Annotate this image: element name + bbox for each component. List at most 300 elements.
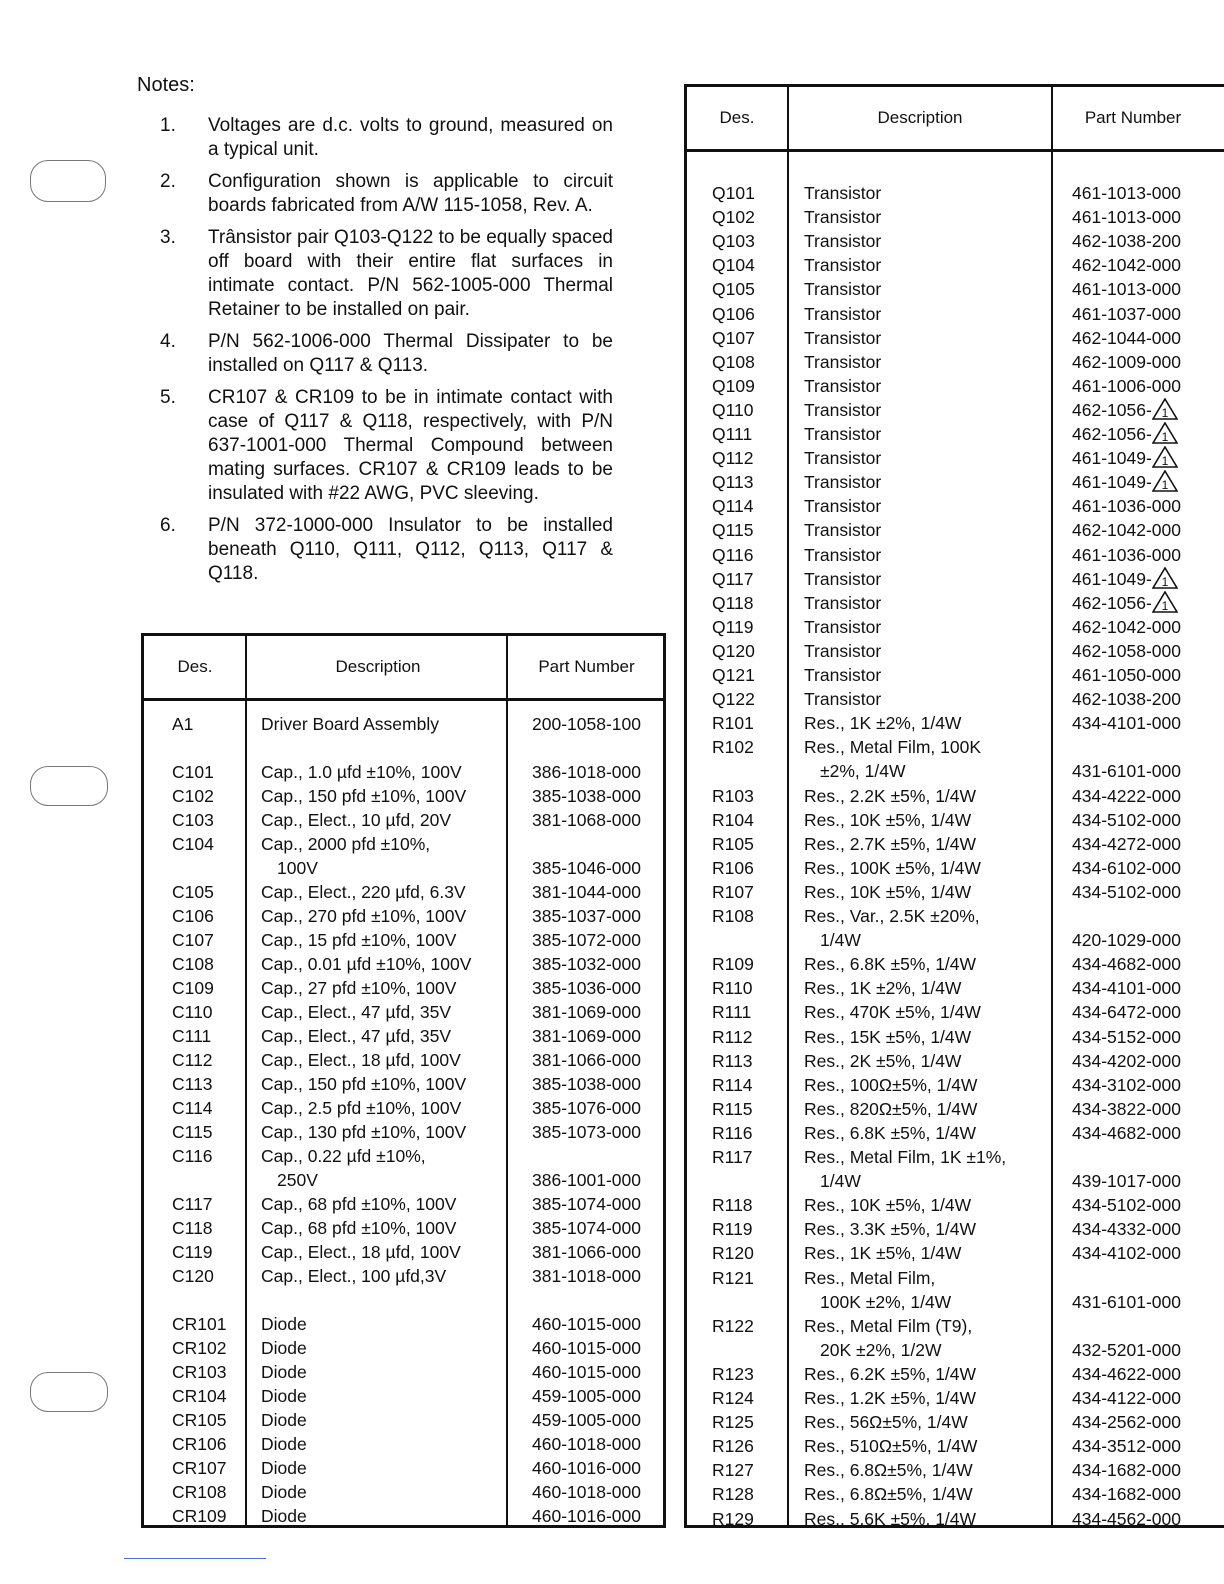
description-continued: 100V	[277, 858, 318, 878]
part-number: 462-1038-200	[1072, 231, 1181, 252]
table-row	[687, 374, 1224, 398]
table-row	[687, 494, 1224, 518]
part-number: 462-1056- 1	[1072, 398, 1178, 422]
part-number: 381-1018-000	[532, 1266, 641, 1286]
left-header-des: Des.	[177, 657, 213, 676]
table-row	[144, 1024, 663, 1048]
table-row	[687, 1410, 1224, 1434]
part-number: 461-1049- 1	[1072, 470, 1178, 494]
table-row	[687, 446, 1224, 470]
table-row	[144, 1456, 663, 1480]
description: Driver Board Assembly	[261, 714, 439, 734]
designator: R125	[712, 1412, 754, 1433]
part-number: 434-3822-000	[1072, 1098, 1181, 1119]
part-number: 434-5102-000	[1072, 809, 1181, 830]
designator: Q106	[712, 303, 755, 324]
designator: CR102	[172, 1338, 227, 1358]
designator: Q119	[712, 616, 754, 637]
table-row	[687, 904, 1224, 952]
description: Res., Var., 2.5K ±20%,	[804, 906, 980, 926]
description: Res., Metal Film (T9),	[804, 1315, 973, 1336]
designator: R109	[712, 954, 754, 975]
description: Res., 15K ±5%, 1/4W	[804, 1026, 972, 1047]
description: Transistor	[804, 448, 882, 469]
description: Res., 1K ±2%, 1/4W	[804, 978, 962, 999]
designator: CR103	[172, 1362, 227, 1382]
description: Res., 6.8Ω±5%, 1/4W	[804, 1460, 973, 1481]
description: Res., 2.2K ±5%, 1/4W	[804, 785, 977, 806]
part-number: 434-4272-000	[1072, 833, 1181, 854]
part-number: 434-2562-000	[1072, 1412, 1181, 1433]
description: Cap., 0.22 µfd ±10%,	[261, 1146, 426, 1166]
part-number: 434-1682-000	[1072, 1484, 1181, 1505]
part-number: 434-4682-000	[1072, 1122, 1181, 1143]
note-number: 6.	[160, 515, 176, 536]
table-row	[144, 760, 663, 784]
table-row	[687, 591, 1224, 615]
designator: C114	[172, 1098, 213, 1118]
part-number: 200-1058-100	[532, 714, 641, 734]
designator: C117	[172, 1194, 213, 1214]
designator: C106	[172, 906, 214, 926]
table-row	[687, 302, 1224, 326]
description: Transistor	[804, 616, 882, 637]
table-row	[687, 615, 1224, 639]
description: Res., 1K ±2%, 1/4W	[804, 713, 962, 734]
description: Res., 10K ±5%, 1/4W	[804, 809, 972, 830]
table-row	[144, 1144, 663, 1192]
designator: Q101	[712, 183, 755, 203]
designator: R116	[712, 1122, 753, 1143]
table-row	[144, 1384, 663, 1408]
description-continued: 100K ±2%, 1/4W	[820, 1291, 952, 1312]
table-row	[144, 1504, 663, 1528]
designator: C118	[172, 1218, 213, 1238]
description: Transistor	[804, 255, 882, 276]
designator: C104	[172, 834, 214, 854]
note-text: Voltages are d.c. volts to ground, measured on a typical unit.	[208, 115, 613, 160]
designator: C108	[172, 954, 214, 974]
note-number: 2.	[160, 171, 176, 192]
part-number: 434-5152-000	[1072, 1026, 1181, 1047]
table-row	[687, 1217, 1224, 1241]
table-row	[687, 422, 1224, 446]
designator: R123	[712, 1363, 754, 1384]
table-row	[144, 1216, 663, 1240]
note-item	[158, 386, 613, 506]
table-row	[144, 712, 663, 736]
table-row	[687, 808, 1224, 832]
scan-mark	[124, 1558, 266, 1559]
description: Res., 2.7K ±5%, 1/4W	[804, 833, 977, 854]
part-number: 461-1049- 1	[1072, 567, 1178, 591]
designator: Q110	[712, 399, 754, 420]
designator: R122	[712, 1315, 754, 1336]
table-row	[687, 1482, 1224, 1506]
part-number: 462-1042-000	[1072, 255, 1181, 276]
description: Transistor	[804, 424, 882, 444]
part-number: 460-1018-000	[532, 1482, 641, 1502]
description: Transistor	[804, 351, 882, 372]
designator: C113	[172, 1074, 213, 1094]
part-number: 385-1037-000	[532, 906, 641, 926]
table-row	[687, 735, 1224, 783]
table-row	[687, 1145, 1224, 1193]
table-row	[687, 663, 1224, 687]
binder-hole-bottom	[30, 1372, 108, 1412]
table-row	[687, 398, 1224, 422]
part-number: 385-1072-000	[532, 930, 641, 950]
note-item	[158, 330, 613, 378]
part-number: 434-4222-000	[1072, 785, 1181, 806]
designator: CR104	[172, 1386, 227, 1406]
part-number: 434-4202-000	[1072, 1050, 1181, 1071]
description: Res., 6.8K ±5%, 1/4W	[804, 1122, 977, 1143]
description: Transistor	[804, 231, 882, 252]
designator: C102	[172, 786, 214, 806]
table-row	[687, 1049, 1224, 1073]
description: Cap., 130 pfd ±10%, 100V	[261, 1122, 467, 1142]
description: Res., 5.6K ±5%, 1/4W	[804, 1508, 977, 1529]
part-number: 434-3512-000	[1072, 1436, 1181, 1457]
part-number: 434-3102-000	[1072, 1074, 1181, 1095]
part-number: 434-4101-000	[1072, 978, 1181, 999]
description: Diode	[261, 1410, 307, 1430]
description: Res., 10K ±5%, 1/4W	[804, 1195, 972, 1216]
part-number: 462-1056- 1	[1072, 591, 1178, 615]
designator: Q118	[712, 592, 754, 613]
part-number: 385-1074-000	[532, 1218, 641, 1238]
table-row	[687, 711, 1224, 735]
designator: Q117	[712, 568, 754, 589]
table-row	[687, 1241, 1224, 1265]
note-item	[158, 114, 613, 162]
description: Res., 2K ±5%, 1/4W	[804, 1050, 962, 1071]
description: Res., 3.3K ±5%, 1/4W	[804, 1219, 977, 1240]
part-number: 439-1017-000	[1072, 1171, 1181, 1192]
part-number: 460-1018-000	[532, 1434, 641, 1454]
table-row	[687, 1434, 1224, 1458]
table-row	[687, 1266, 1224, 1314]
description: Diode	[261, 1482, 307, 1502]
part-number: 434-4122-000	[1072, 1388, 1181, 1408]
table-row	[687, 518, 1224, 542]
table-row	[144, 1432, 663, 1456]
part-number: 386-1001-000	[532, 1170, 641, 1190]
description: Cap., 27 pfd ±10%, 100V	[261, 978, 457, 998]
part-number: 434-4332-000	[1072, 1219, 1181, 1240]
description: Transistor	[804, 640, 882, 661]
description: Res., 1.2K ±5%, 1/4W	[804, 1388, 977, 1408]
table-row	[687, 1458, 1224, 1482]
table-row	[144, 1312, 663, 1336]
part-number: 434-5102-000	[1072, 1195, 1181, 1216]
designator: C105	[172, 882, 214, 902]
note-text: Configuration shown is applicable to circuit boards fabricated from A/W 115-1058, Rev. A.	[208, 171, 613, 216]
table-row	[144, 1240, 663, 1264]
revision-triangle-icon	[1152, 424, 1178, 444]
description: Transistor	[804, 496, 882, 517]
description: Transistor	[804, 520, 882, 541]
description-continued: 250V	[277, 1170, 318, 1190]
description: Res., 10K ±5%, 1/4W	[804, 881, 972, 902]
designator: R124	[712, 1388, 754, 1408]
description: Res., 820Ω±5%, 1/4W	[804, 1098, 978, 1119]
part-number: 385-1036-000	[532, 978, 641, 998]
designator: Q122	[712, 689, 755, 710]
designator: R120	[712, 1243, 754, 1264]
table-row	[687, 880, 1224, 904]
designator: CR108	[172, 1482, 227, 1502]
svg-text:1: 1	[1161, 598, 1169, 613]
part-number: 381-1044-000	[532, 882, 641, 902]
designator: R112	[712, 1026, 753, 1047]
table-row	[144, 1192, 663, 1216]
description: Transistor	[804, 472, 882, 493]
description: Transistor	[804, 665, 882, 685]
description: Cap., Elect., 220 µfd, 6.3V	[261, 882, 466, 902]
designator: R117	[712, 1147, 753, 1167]
table-row	[687, 1386, 1224, 1410]
table-row	[144, 976, 663, 1000]
designator: R127	[712, 1460, 754, 1481]
note-text: P/N 372-1000-000 Insulator to be installed beneath Q110, Q111, Q112, Q113, Q117 & Q118.	[208, 515, 613, 584]
table-row	[687, 832, 1224, 856]
description: Diode	[261, 1434, 307, 1454]
description: Res., 100Ω±5%, 1/4W	[804, 1074, 978, 1095]
table-row	[144, 1048, 663, 1072]
description: Res., 6.8Ω±5%, 1/4W	[804, 1484, 973, 1505]
table-row	[144, 880, 663, 904]
part-number: 460-1015-000	[532, 1338, 641, 1358]
part-number: 460-1015-000	[532, 1314, 641, 1334]
table-row	[687, 229, 1224, 253]
designator: Q109	[712, 375, 755, 396]
description: Transistor	[804, 544, 882, 565]
designator: C101	[172, 762, 214, 782]
designator: R115	[712, 1098, 753, 1119]
description: Cap., Elect., 47 µfd, 35V	[261, 1002, 452, 1022]
designator: Q114	[712, 496, 754, 517]
description: Cap., 270 pfd ±10%, 100V	[261, 906, 467, 926]
description: Transistor	[804, 375, 882, 396]
designator: R110	[712, 978, 753, 999]
table-row	[144, 808, 663, 832]
description: Cap., 2.5 pfd ±10%, 100V	[261, 1098, 462, 1118]
designator: C109	[172, 978, 214, 998]
description: Cap., 1.0 µfd ±10%, 100V	[261, 762, 462, 782]
part-number: 461-1036-000	[1072, 496, 1181, 517]
part-number: 462-1042-000	[1072, 520, 1181, 541]
part-number: 431-6101-000	[1072, 1291, 1181, 1312]
part-number: 461-1006-000	[1072, 375, 1181, 396]
designator: Q113	[712, 472, 754, 493]
designator: R111	[712, 1002, 752, 1023]
designator: R121	[712, 1267, 754, 1288]
description: Transistor	[804, 568, 882, 589]
table-row	[687, 1362, 1224, 1386]
description-continued: 20K ±2%, 1/2W	[820, 1339, 942, 1360]
description: Cap., 0.01 µfd ±10%, 100V	[261, 954, 472, 974]
part-number: 434-4622-000	[1072, 1363, 1181, 1384]
part-number: 434-6102-000	[1072, 857, 1181, 878]
description: Transistor	[804, 183, 882, 203]
designator: C120	[172, 1266, 214, 1286]
description: Res., 6.8K ±5%, 1/4W	[804, 954, 977, 975]
table-row	[144, 1120, 663, 1144]
description: Cap., 2000 pfd ±10%,	[261, 834, 431, 854]
table-row	[144, 1480, 663, 1504]
note-item	[158, 170, 613, 218]
table-row	[687, 1193, 1224, 1217]
designator: C115	[172, 1122, 213, 1142]
right-header-description: Description	[877, 108, 963, 127]
table-row	[144, 1360, 663, 1384]
designator: Q105	[712, 279, 755, 300]
part-number: 381-1069-000	[532, 1026, 641, 1046]
description: Res., Metal Film,	[804, 1267, 936, 1288]
part-number: 385-1038-000	[532, 1074, 641, 1094]
part-number: 434-4102-000	[1072, 1243, 1181, 1264]
revision-triangle-icon	[1152, 593, 1178, 613]
description: Transistor	[804, 689, 882, 710]
designator: Q116	[712, 544, 754, 565]
table-row	[687, 181, 1224, 205]
designator: Q111	[712, 424, 753, 444]
part-number: 381-1066-000	[532, 1050, 641, 1070]
description: Res., 510Ω±5%, 1/4W	[804, 1436, 978, 1457]
designator: CR101	[172, 1314, 227, 1334]
designator: C103	[172, 810, 214, 830]
left-header-part-number: Part Number	[538, 657, 635, 676]
table-row	[144, 952, 663, 976]
part-number: 434-5102-000	[1072, 881, 1181, 902]
part-number: 381-1066-000	[532, 1242, 641, 1262]
designator: C112	[172, 1050, 213, 1070]
designator: Q103	[712, 231, 755, 252]
revision-triangle-icon	[1152, 448, 1178, 468]
revision-triangle-icon	[1152, 400, 1178, 420]
designator: Q115	[712, 520, 754, 541]
designator: R105	[712, 833, 754, 854]
svg-text:1: 1	[1161, 430, 1169, 444]
part-number: 461-1050-000	[1072, 665, 1181, 685]
right-table-header	[687, 87, 1224, 152]
part-number: 460-1016-000	[532, 1458, 641, 1478]
note-item	[158, 226, 613, 322]
designator: CR107	[172, 1458, 227, 1478]
designator: CR106	[172, 1434, 227, 1454]
table-row	[687, 470, 1224, 494]
notes-title: Notes:	[137, 74, 195, 96]
table-row	[687, 1121, 1224, 1145]
table-row	[144, 1000, 663, 1024]
part-number: 385-1073-000	[532, 1122, 641, 1142]
note-item	[158, 514, 613, 586]
table-row	[687, 277, 1224, 301]
designator: R113	[712, 1050, 753, 1071]
table-row	[144, 1072, 663, 1096]
part-number: 462-1038-200	[1072, 689, 1181, 710]
description: Cap., 68 pfd ±10%, 100V	[261, 1218, 457, 1238]
designator: CR105	[172, 1410, 227, 1430]
table-row	[687, 639, 1224, 663]
description: Transistor	[804, 592, 882, 613]
designator: C111	[172, 1026, 212, 1046]
description: Diode	[261, 1362, 307, 1382]
description: Res., 100K ±5%, 1/4W	[804, 857, 981, 878]
part-number: 459-1005-000	[532, 1410, 641, 1430]
part-number: 461-1013-000	[1072, 207, 1181, 228]
description-continued: 1/4W	[820, 930, 861, 951]
part-number: 386-1018-000	[532, 762, 641, 782]
table-row	[687, 205, 1224, 229]
note-number: 3.	[160, 227, 176, 248]
table-row	[687, 1000, 1224, 1024]
description: Cap., Elect., 47 µfd, 35V	[261, 1026, 452, 1046]
designator: R126	[712, 1436, 754, 1457]
designator: Q102	[712, 207, 755, 228]
part-number: 431-6101-000	[1072, 761, 1181, 782]
table-row	[687, 1507, 1224, 1531]
table-row	[144, 928, 663, 952]
description: Diode	[261, 1506, 307, 1526]
table-row	[687, 856, 1224, 880]
description: Transistor	[804, 303, 882, 324]
part-number: 462-1042-000	[1072, 616, 1181, 637]
table-row	[144, 832, 663, 880]
binder-hole-top	[30, 160, 106, 202]
description-continued: ±2%, 1/4W	[820, 761, 906, 782]
left-parts-table	[141, 633, 666, 1528]
description: Diode	[261, 1386, 307, 1406]
part-number: 460-1016-000	[532, 1506, 641, 1526]
part-number: 462-1009-000	[1072, 351, 1181, 372]
part-number: 434-4101-000	[1072, 713, 1181, 734]
description: Cap., 68 pfd ±10%, 100V	[261, 1194, 457, 1214]
description: Cap., 15 pfd ±10%, 100V	[261, 930, 457, 950]
description: Res., Metal Film, 100K	[804, 737, 981, 758]
designator: Q112	[712, 448, 754, 469]
table-row	[687, 1314, 1224, 1362]
designator: R103	[712, 785, 754, 806]
right-parts-table	[684, 84, 1224, 1528]
description: Cap., Elect., 10 µfd, 20V	[261, 810, 452, 830]
part-number: 461-1036-000	[1072, 544, 1181, 565]
part-number: 462-1056- 1	[1072, 422, 1178, 446]
part-number: 385-1046-000	[532, 858, 641, 878]
note-text: CR107 & CR109 to be in intimate contact with case of Q117 & Q118, respectively, with P/N 637-1001-000 Thermal Compound between mating surfaces. CR107 & CR109 leads to be insulated with #22 AWG, PVC sleeving.	[208, 387, 613, 504]
designator: C116	[172, 1146, 213, 1166]
designator: R118	[712, 1195, 753, 1216]
designator: Q107	[712, 327, 755, 348]
table-row	[144, 1264, 663, 1288]
part-number: 434-6472-000	[1072, 1002, 1181, 1023]
revision-triangle-icon	[1152, 472, 1178, 492]
designator: R114	[712, 1074, 753, 1095]
part-number: 461-1037-000	[1072, 303, 1181, 324]
table-row	[687, 543, 1224, 567]
table-row	[687, 1073, 1224, 1097]
description: Res., 470K ±5%, 1/4W	[804, 1002, 981, 1023]
table-row	[687, 253, 1224, 277]
notes-list	[158, 114, 613, 594]
description: Diode	[261, 1338, 307, 1358]
part-number: 434-4562-000	[1072, 1508, 1181, 1529]
left-table-header	[144, 636, 663, 701]
designator: A1	[172, 714, 194, 734]
table-row	[687, 350, 1224, 374]
